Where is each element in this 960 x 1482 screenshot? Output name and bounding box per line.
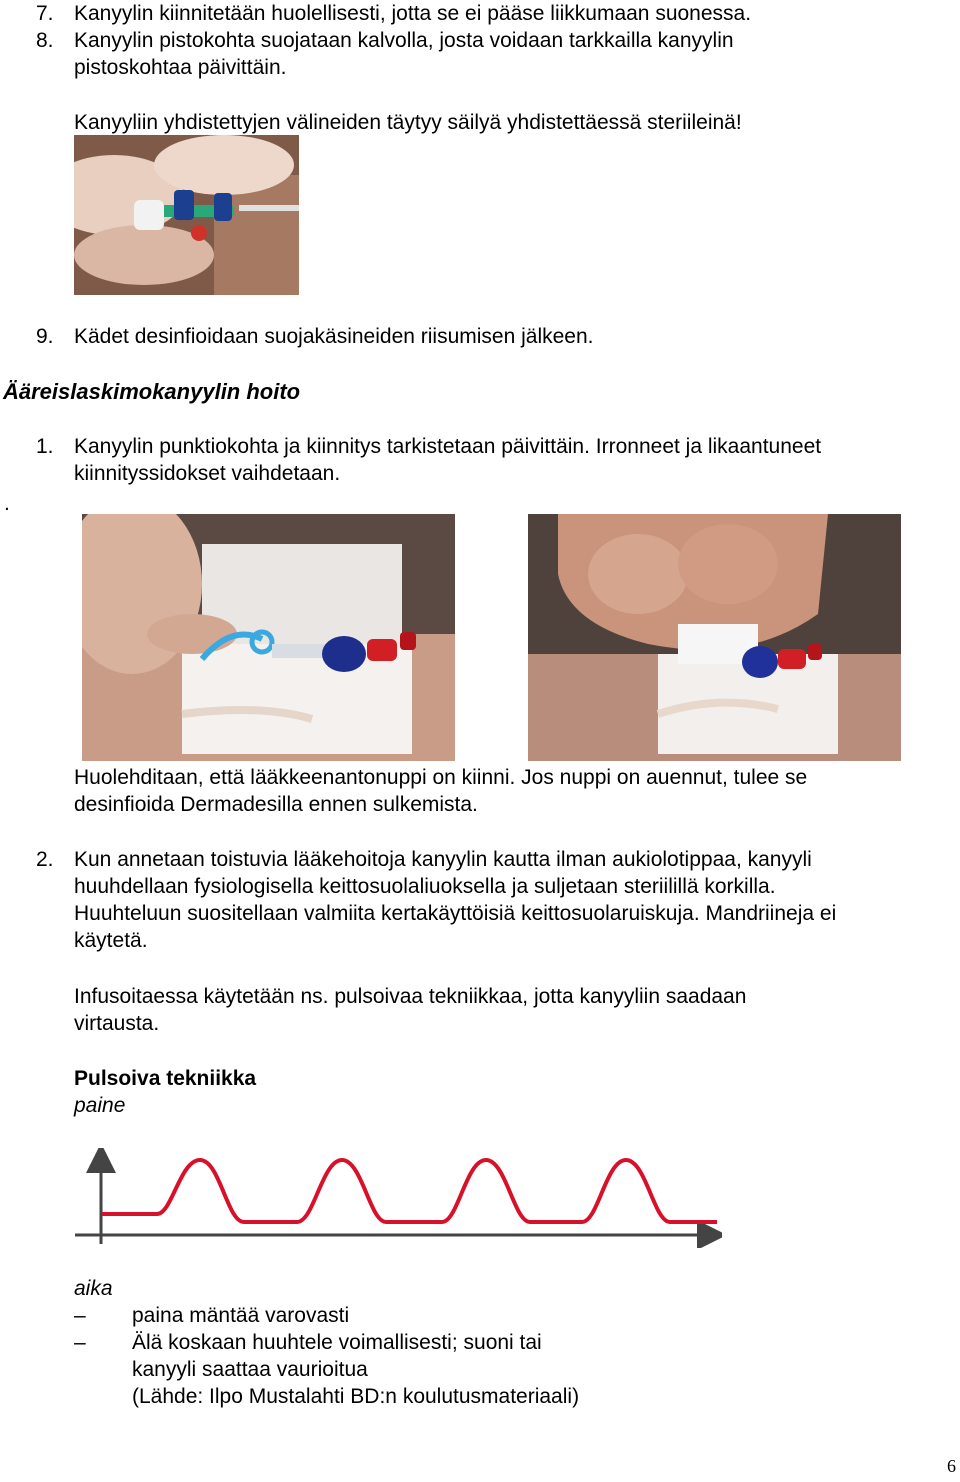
photo-connecting-devices: [74, 135, 299, 295]
list-number-8: 8.: [36, 29, 54, 52]
list-item-7-text: Kanyylin kiinnitetään huolellisesti, jotta se ei pääse liikkumaan suonessa.: [74, 2, 752, 25]
caption-line2: desinfioida Dermadesilla ennen sulkemista.: [74, 793, 478, 816]
list-item-8-line2: pistoskohtaa päivittäin.: [74, 56, 287, 79]
bullet-2-line2: kanyyli saattaa vaurioitua: [132, 1358, 368, 1381]
pulse-curve: [102, 1160, 717, 1222]
caption-line1: Huolehditaan, että lääkkeenantonuppi on kiinni. Jos nuppi on auennut, tulee se: [74, 766, 808, 789]
technique-title: Pulsoiva tekniikka: [74, 1067, 257, 1090]
photo-cannula-hand-left: [82, 514, 455, 761]
list-number-2: 2.: [36, 848, 54, 871]
photo-cannula-hand-right: [528, 514, 901, 761]
bullet-1-line1: paina mäntää varovasti: [132, 1304, 350, 1327]
list-item-2-line3: Huuhteluun suositellaan valmiita kertakäyttöisiä keittosuolaruiskuja. Mandriineja ei: [74, 902, 837, 925]
pulse-diagram: [72, 1148, 722, 1248]
bullet-2-line1: Älä koskaan huuhtele voimallisesti; suoni tai: [132, 1331, 542, 1354]
list-item-9-text: Kädet desinfioidaan suojakäsineiden riisumisen jälkeen.: [74, 325, 594, 348]
bullet-2-line3: (Lähde: Ilpo Mustalahti BD:n koulutusmateriaali): [132, 1385, 580, 1408]
sterile-note: Kanyyliin yhdistettyjen välineiden täytyy säilyä yhdistettäessä steriileinä!: [74, 111, 742, 134]
list-item-1-line2: kiinnityssidokset vaihdetaan.: [74, 462, 341, 485]
section-heading: Ääreislaskimokanyylin hoito: [3, 379, 301, 404]
list-item-8-line1: Kanyylin pistokohta suojataan kalvolla, josta voidaan tarkkailla kanyylin: [74, 29, 734, 52]
stray-dot: .: [4, 492, 10, 515]
axis-x-label: aika: [74, 1277, 113, 1300]
list-item-1-line1: Kanyylin punktiokohta ja kiinnitys tarkistetaan päivittäin. Irronneet ja likaantuneet: [74, 435, 822, 458]
axis-y-label: paine: [74, 1094, 126, 1117]
list-number-1: 1.: [36, 435, 54, 458]
bullet-dash-2: –: [74, 1331, 86, 1354]
list-item-2-line1: Kun annetaan toistuvia lääkehoitoja kanyylin kautta ilman aukiolotippaa, kanyyli: [74, 848, 812, 871]
page-number: 6: [947, 1456, 956, 1476]
list-item-2-line2: huuhdellaan fysiologisella keittosuolaliuoksella ja suljetaan steriilillä korkilla.: [74, 875, 776, 898]
list-number-7: 7.: [36, 2, 54, 25]
bullet-dash-1: –: [74, 1304, 86, 1327]
list-number-9: 9.: [36, 325, 54, 348]
infusion-line2: virtausta.: [74, 1012, 160, 1035]
list-item-2-line4: käytetä.: [74, 929, 148, 952]
infusion-line1: Infusoitaessa käytetään ns. pulsoivaa tekniikkaa, jotta kanyyliin saadaan: [74, 985, 747, 1008]
